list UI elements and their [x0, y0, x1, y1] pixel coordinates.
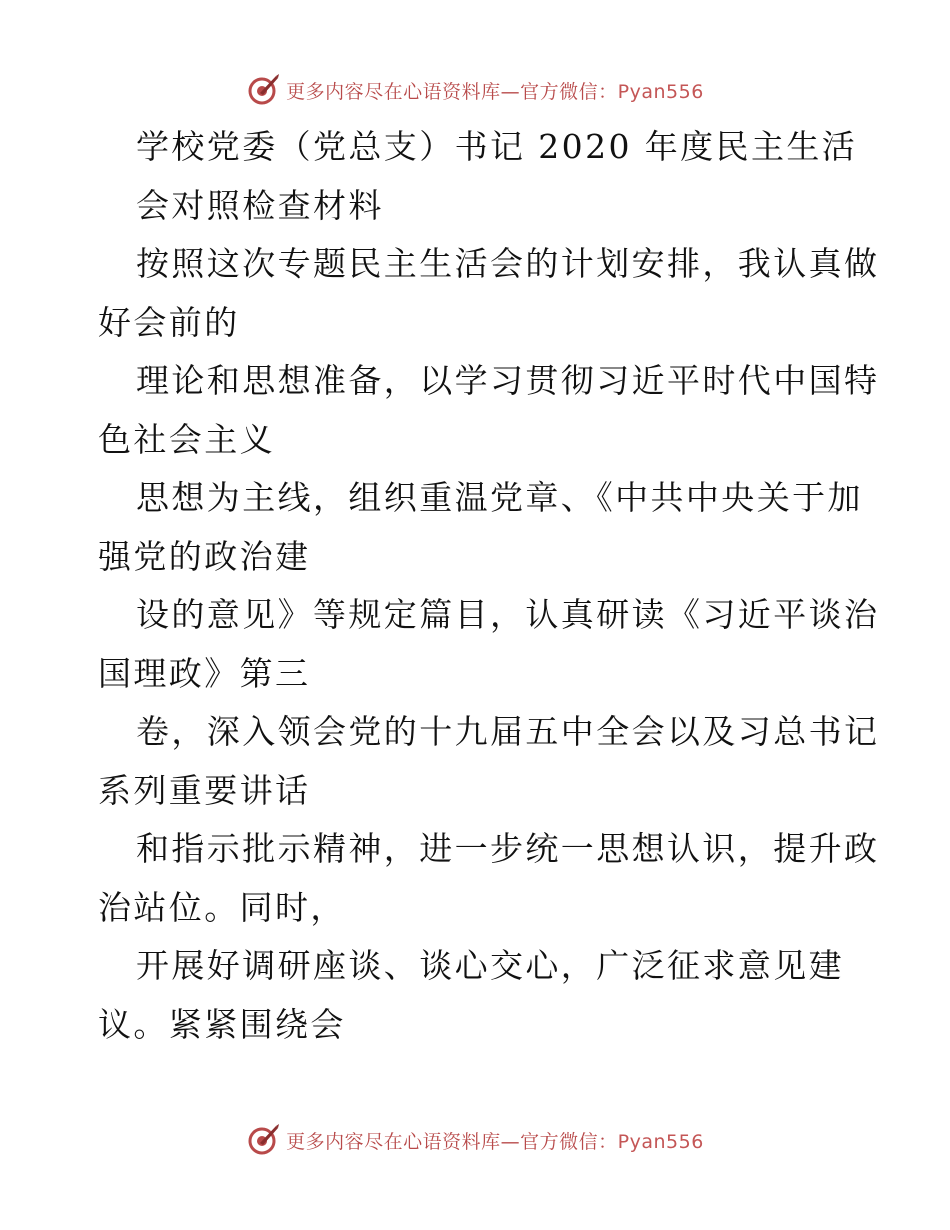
header-wechat-handle: Pyan556 [617, 80, 704, 103]
paragraph-line: 强党的政治建 [98, 536, 311, 576]
paragraph-line: 卷，深入领会党的十九届五中全会以及习总书记 [136, 712, 880, 751]
paragraph-line: 开展好调研座谈、谈心交心，广泛征求意见建 [136, 946, 844, 985]
quill-pen-logo-icon [246, 73, 280, 107]
footer-wechat-handle: Pyan556 [617, 1130, 704, 1153]
paragraph-line: 国理政》第三 [98, 653, 311, 693]
quill-pen-logo-icon [246, 1123, 280, 1157]
paragraph-line: 系列重要讲话 [98, 770, 311, 810]
paragraph-line: 议。紧紧围绕会 [98, 1004, 346, 1044]
title-line-1: 学校党委（党总支）书记 2020 年度民主生活 [136, 127, 858, 166]
paragraph-line: 按照这次专题民主生活会的计划安排，我认真做 [136, 244, 880, 283]
paragraph-line: 设的意见》等规定篇目，认真研读《习近平谈治 [136, 595, 880, 634]
paragraph-line: 色社会主义 [98, 419, 275, 459]
footer-watermark-banner [0, 1120, 950, 1160]
paragraph-line: 理论和思想准备，以学习贯彻习近平时代中国特 [136, 361, 880, 400]
paragraph-line: 治站位。同时， [98, 887, 346, 927]
paragraph-line: 思想为主线，组织重温党章、《中共中央关于加 [136, 478, 863, 517]
header-watermark-text: 更多内容尽在心语资料库—官方微信：Pyan556 [286, 80, 704, 103]
document-body [98, 118, 880, 1054]
paragraph-line: 和指示批示精神，进一步统一思想认识，提升政 [136, 829, 880, 868]
footer-watermark-text: 更多内容尽在心语资料库—官方微信：Pyan556 [286, 1130, 704, 1153]
paragraph-line: 好会前的 [98, 302, 240, 342]
title-line-2: 会对照检查材料 [136, 185, 384, 225]
header-watermark-banner [0, 70, 950, 110]
